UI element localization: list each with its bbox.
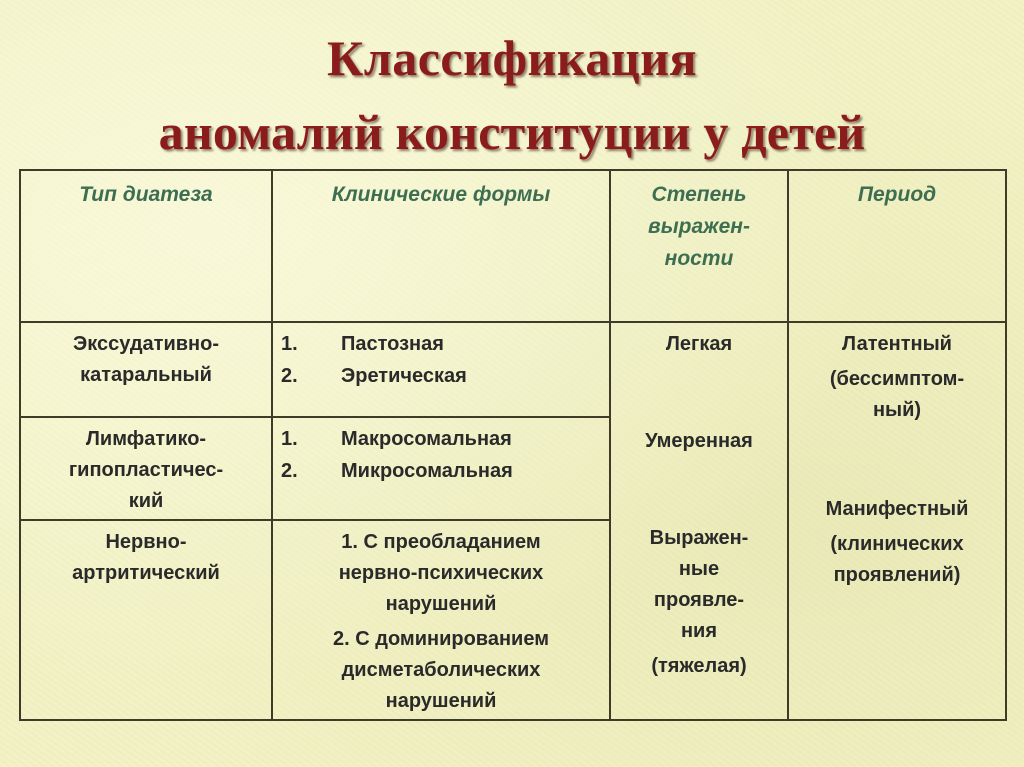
diathesis-type-line: Экссудативно- [72, 333, 219, 355]
paragraph-line: нарушений [385, 690, 497, 712]
paragraph-line: нервно-психических [338, 562, 544, 584]
header-forms [272, 170, 610, 322]
degree-light: Легкая [665, 333, 733, 355]
header-period-label: Период [857, 183, 937, 206]
header-forms-label: Клинические формы [331, 183, 551, 206]
degree-severe-line: (тяжелая) [651, 655, 747, 677]
period-latent-line: Латентный [842, 333, 952, 355]
header-row [20, 170, 1006, 322]
diathesis-type-cell [20, 322, 272, 417]
paragraph-line: 2. С доминированием [333, 628, 549, 650]
header-degree-line: выражен- [648, 215, 750, 238]
page-title-line-1: Классификация [326, 30, 698, 86]
period-manifest-line: Манифестный [825, 498, 969, 520]
clinical-forms-list [273, 418, 609, 487]
header-degree-line: ности [664, 247, 734, 270]
clinical-forms-cell [272, 322, 610, 417]
list-item [273, 328, 609, 360]
diathesis-type-line: Нервно- [105, 531, 187, 553]
period-manifest-line: (клинических [830, 533, 964, 555]
degree-severe-line: проявле- [653, 589, 745, 611]
list-item-text: Микросомальная [341, 460, 513, 482]
diathesis-type-line: кий [128, 490, 164, 512]
header-type-label: Тип диатеза [79, 183, 213, 206]
diathesis-type-line: гипопластичес- [68, 459, 224, 481]
diathesis-type-line: Лимфатико- [85, 428, 207, 450]
period-manifest-line: проявлений) [833, 564, 961, 586]
degree-severe [611, 523, 787, 682]
list-item-text: Макросомальная [341, 428, 512, 450]
clinical-form-paragraph [273, 624, 609, 717]
header-degree-line: Степень [651, 183, 747, 206]
list-item [273, 360, 609, 392]
list-item-number: 1. [281, 333, 298, 355]
paragraph-line: 1. С преобладанием [341, 531, 541, 553]
degree-severe-line: ния [680, 620, 718, 642]
diathesis-type-line: артритический [72, 562, 220, 584]
degree-cell [610, 322, 788, 720]
list-item-number: 2. [281, 460, 298, 482]
clinical-forms-cell [272, 417, 610, 520]
paragraph-line: нарушений [385, 593, 497, 615]
diathesis-type-cell [20, 417, 272, 520]
list-item [273, 423, 609, 455]
clinical-form-paragraph [273, 527, 609, 620]
table-row [20, 322, 1006, 417]
period-latent [789, 329, 1005, 426]
clinical-forms-list [273, 323, 609, 392]
classification-table [19, 169, 1007, 721]
degree-severe-line: ные [678, 558, 720, 580]
list-item [273, 455, 609, 487]
degree-moderate: Умеренная [645, 430, 753, 452]
list-item-text: Эретическая [341, 365, 467, 387]
list-item-text: Пастозная [341, 333, 444, 355]
period-cell [788, 322, 1006, 720]
clinical-forms-cell [272, 520, 610, 720]
diathesis-type-line: катаральный [80, 364, 212, 386]
diathesis-type-cell [20, 520, 272, 720]
list-item-number: 1. [281, 428, 298, 450]
list-item-number: 2. [281, 365, 298, 387]
period-latent-line: (бессимптом- [829, 368, 965, 390]
header-degree [610, 170, 788, 322]
degree-severe-line: Выражен- [649, 527, 749, 549]
period-latent-line: ный) [872, 399, 922, 421]
paragraph-line: дисметаболических [341, 659, 541, 681]
header-type [20, 170, 272, 322]
header-period [788, 170, 1006, 322]
page-title-line-2: аномалий конституции у детей [158, 104, 866, 160]
period-manifest [789, 494, 1005, 591]
